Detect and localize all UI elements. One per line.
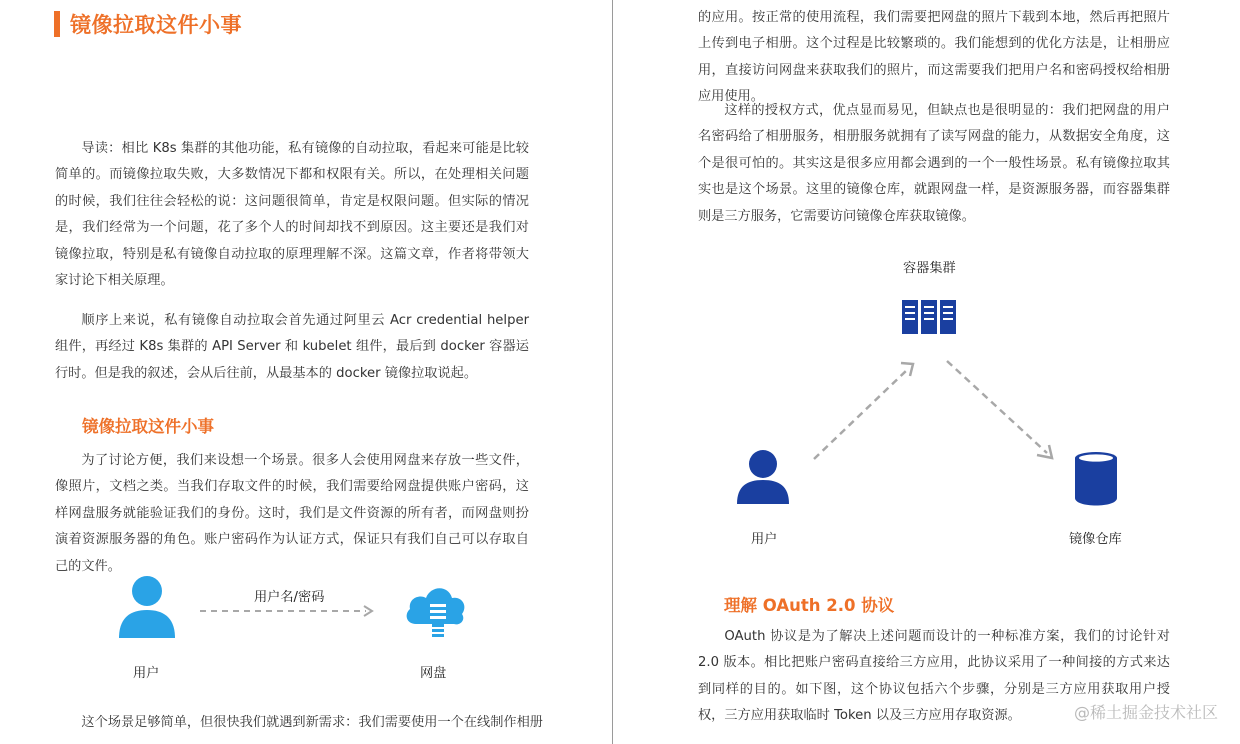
right-diagram-user-label: 用户 — [751, 532, 778, 547]
server-cluster-icon — [900, 298, 960, 338]
oauth-paragraph: OAuth 协议是为了解决上述问题而设计的一种标准方案，我们的讨论针对 2.0 版本。相比把账户密码直接给三方应用，此协议采用了一种间接的方式来达到同样的目的。如下图，这个协议包括六个步骤，分别是三方应用获取用户授权，三方应用获取临时 Token 以及三方应用存取资源。 — [698, 629, 1170, 724]
watermark: @稀土掘金技术社区 — [1073, 703, 1218, 722]
diagram-cloud-label: 网盘 — [420, 666, 447, 681]
order-paragraph: 顺序上来说，私有镜像自动拉取会首先通过阿里云 Acr credential helper 组件，再经过 K8s 集群的 API Server 和 kubelet 组件，最后到 docker 容器运行时。但是我的叙述，会从后往前，从最基本的 docker 镜像拉取说起。 — [55, 313, 529, 381]
credential-arrow-label: 用户名/密码 — [254, 590, 325, 605]
user-to-cluster-arrow-icon — [808, 355, 938, 465]
left-page — [0, 0, 612, 744]
registry-database-icon — [1073, 450, 1119, 506]
cloud-drive-icon — [402, 580, 468, 640]
continuation-line: 这个场景足够简单，但很快我们就遇到新需求：我们需要使用一个在线制作相册 — [81, 715, 543, 730]
intro-paragraph: 导读：相比 K8s 集群的其他功能，私有镜像的自动拉取，看起来可能是比较简单的。而镜像拉取失败，大多数情况下都和权限有关。所以，在处理相关问题的时候，我们往往会轻松的说：这问题很简单，肯定是权限问题。但实际的情况是，我们经常为一个问题，花了多个人的时间却找不到原因。这主要还是我们对镜像拉取，特别是私有镜像自动拉取的原理理解不深。这篇文章，作者将带领大家讨论下相关原理。 — [55, 141, 529, 289]
registry-label: 镜像仓库 — [1069, 532, 1122, 547]
authorization-paragraph: 这样的授权方式，优点显而易见，但缺点也是很明显的：我们把网盘的用户名密码给了相册服务，相册服务就拥有了读写网盘的能力，从数据安全角度，这个是很可怕的。其实这是很多应用都会遇到的一个一般性场景。私有镜像拉取其实也是这个场景。这里的镜像仓库，就跟网盘一样，是资源服务器，而容器集群则是三方服务，它需要访问镜像仓库获取镜像。 — [698, 103, 1170, 224]
diagram-user-label: 用户 — [133, 666, 160, 681]
chapter-title-bar — [54, 11, 60, 37]
chapter-title — [54, 10, 242, 38]
scenario-paragraph: 为了讨论方便，我们来设想一个场景。很多人会使用网盘来存放一些文件，像照片，文档之类。当我们存取文件的时候，我们需要给网盘提供账户密码，这样网盘服务就能验证我们的身份。这时，我们是文件资源的所有者，而网盘则扮演着资源服务器的角色。账户密码作为认证方式，保证只有我们自己可以存取自己的文件。 — [55, 453, 529, 574]
section-title-oauth: 理解 OAuth 2.0 协议 — [724, 596, 895, 615]
user-icon — [110, 572, 190, 642]
section-title-image-pull: 镜像拉取这件小事 — [82, 417, 214, 436]
dashed-arrow-icon — [198, 603, 380, 619]
cluster-label: 容器集群 — [903, 261, 956, 276]
chapter-title-text: 镜像拉取这件小事 — [70, 13, 242, 37]
right-page — [613, 0, 1240, 744]
continued-paragraph: 的应用。按正常的使用流程，我们需要把网盘的照片下载到本地，然后再把照片上传到电子相册。这个过程是比较繁琐的。我们能想到的优化方法是，让相册应用，直接访问网盘来获取我们的照片，而这需要我们把用户名和密码授权给相册应用使用。 — [698, 10, 1170, 105]
user-icon-dark — [733, 448, 793, 508]
cluster-to-registry-arrow-icon — [941, 355, 1061, 465]
